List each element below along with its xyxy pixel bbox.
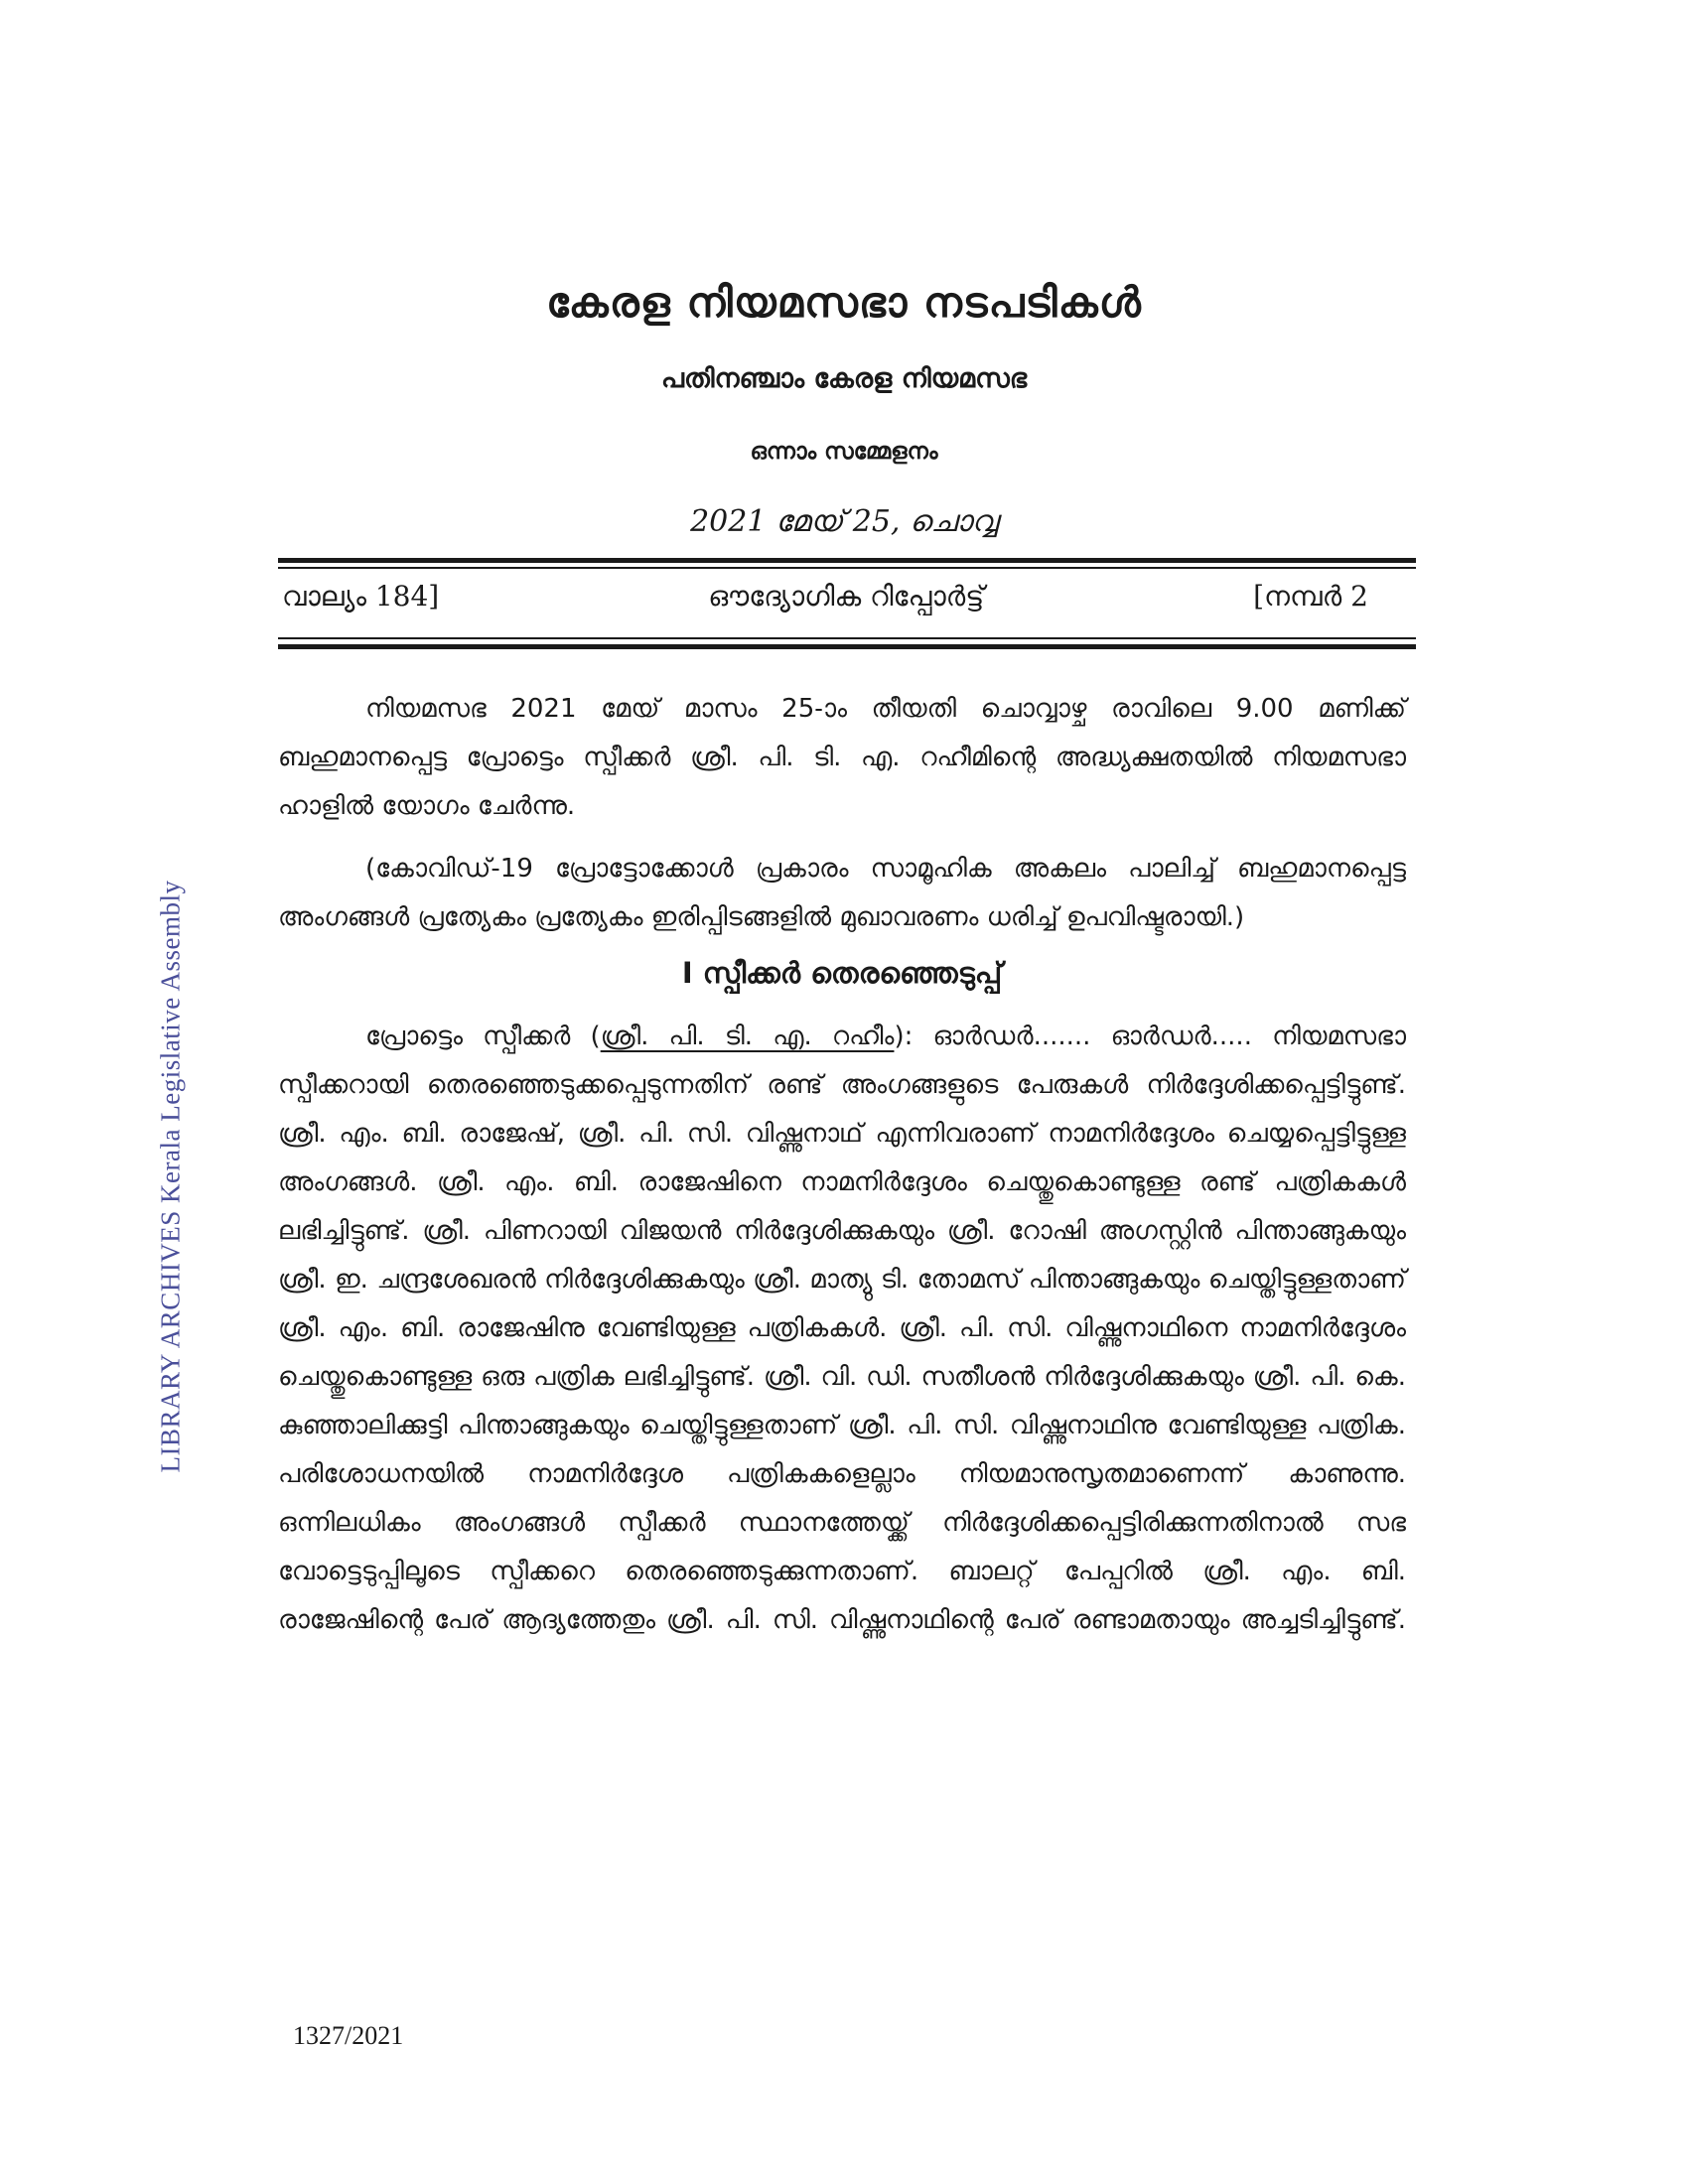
issue-number-label: [നമ്പർ 2 [1253, 580, 1368, 613]
assembly-name: പതിനഞ്ചാം കേരള നിയമസഭ [660, 363, 1028, 394]
masthead-row [282, 580, 1368, 614]
report-body [278, 685, 1406, 1659]
speaker-role-lead: പ്രോട്ടെം സ്പീക്കർ ( [365, 1022, 601, 1051]
speaker-name: ശ്രീ. പി. ടി. എ. റഹീം [600, 1022, 895, 1051]
bottom-rule-thick [278, 644, 1416, 649]
session-name: ഒന്നാം സമ്മേളനം [750, 439, 938, 465]
document-number: 1327/2021 [293, 2021, 404, 2050]
bottom-rule-thin [278, 637, 1416, 639]
volume-label: വാല്യം 184] [282, 580, 440, 613]
archive-watermark: LIBRARY ARCHIVES Kerala Legislative Assembly [155, 880, 186, 1473]
top-rule-thick [278, 558, 1416, 563]
masthead [278, 558, 1416, 649]
session-date: 2021 മേയ് 25, ചൊവ്വ [690, 504, 998, 539]
page-title: കേരള നിയമസഭാ നടപടികൾ [546, 278, 1142, 327]
speaker-election-paragraph [278, 1013, 1406, 1645]
report-label: ഔദ്യോഗിക റിപ്പോർട്ട് [708, 580, 985, 613]
opening-paragraph: നിയമസഭ 2021 മേയ് മാസം 25-ാം തീയതി ചൊവ്വാഴ്ച രാവിലെ 9.00 മണിക്ക് ബഹുമാനപ്പെട്ട പ്രോട്ടെം സ്പീക്കർ ശ്രീ. പി. ടി. എ. റഹീമിന്റെ അദ്ധ്യക്ഷതയിൽ നിയമസഭാ ഹാളിൽ യോഗം ചേർന്നു. [278, 694, 1406, 821]
covid-protocol-paragraph: (കോവിഡ്-19 പ്രോട്ടോക്കോൾ പ്രകാരം സാമൂഹിക അകലം പാലിച്ച് ബഹുമാനപ്പെട്ട അംഗങ്ങൾ പ്രത്യേകം പ്രത്യേകം ഇരിപ്പിടങ്ങളിൽ മുഖാവരണം ധരിച്ച് ഉപവിഷ്ടരായി.) [278, 854, 1406, 932]
speaker-statement: ): ഓർഡർ....... ഓർഡർ..... നിയമസഭാ സ്പീക്കറായി തെരഞ്ഞെടുക്കപ്പെടുന്നതിന് രണ്ട് അംഗങ്ങളുടെ പേരുകൾ നിർദ്ദേശിക്കപ്പെട്ടിട്ടുണ്ട്. ശ്രീ. എം. ബി. രാജേഷ്, ശ്രീ. പി. സി. വിഷ്ണുനാഥ് എന്നിവരാണ് നാമനിർദ്ദേശം ചെയ്യപ്പെട്ടിട്ടുള്ള അംഗങ്ങൾ. ശ്രീ. എം. ബി. രാജേഷിനെ നാമനിർദ്ദേശം ചെയ്തുകൊണ്ടുള്ള രണ്ട് പത്രികകൾ ലഭിച്ചിട്ടുണ്ട്. ശ്രീ. പിണറായി വിജയൻ നിർദ്ദേശിക്കുകയും ശ്രീ. റോഷി അഗസ്റ്റിൻ പിന്താങ്ങുകയും ശ്രീ. ഇ. ചന്ദ്രശേഖരൻ നിർദ്ദേശിക്കുകയും ശ്രീ. മാത്യു ടി. തോമസ് പിന്താങ്ങുകയും ചെയ്തിട്ടുള്ളതാണ് ശ്രീ. എം. ബി. രാജേഷിനു വേണ്ടിയുള്ള പത്രികകൾ. ശ്രീ. പി. സി. വിഷ്ണുനാഥിനെ നാമനിർദ്ദേശം ചെയ്തുകൊണ്ടുള്ള ഒരു പത്രിക ലഭിച്ചിട്ടുണ്ട്. ശ്രീ. വി. ഡി. സതീശൻ നിർദ്ദേശിക്കുകയും ശ്രീ. പി. കെ. കുഞ്ഞാലിക്കുട്ടി പിന്താങ്ങുകയും ചെയ്തിട്ടുള്ളതാണ് ശ്രീ. പി. സി. വിഷ്ണുനാഥിനു വേണ്ടിയുള്ള പത്രിക. പരിശോധനയിൽ നാമനിർദ്ദേശ പത്രികകളെല്ലാം നിയമാനുസൃതമാണെന്ന് കാണുന്നു. ഒന്നിലധികം അംഗങ്ങൾ സ്പീക്കർ സ്ഥാനത്തേയ്ക്ക് നിർദ്ദേശിക്കപ്പെട്ടിരിക്കുന്നതിനാൽ സഭ വോട്ടെടുപ്പിലൂടെ സ്പീക്കറെ തെരഞ്ഞെടുക്കുന്നതാണ്. ബാലറ്റ് പേപ്പറിൽ ശ്രീ. എം. ബി. രാജേഷിന്റെ പേര് ആദ്യത്തേതും ശ്രീ. പി. സി. വിഷ്ണുനാഥിന്റെ പേര് രണ്ടാമതായും അച്ചടിച്ചിട്ടുണ്ട്. [278, 1022, 1406, 1635]
top-rule-thin [278, 567, 1416, 569]
section-heading: I സ്പീക്കർ തെരഞ്ഞെടുപ്പ് [681, 956, 1003, 990]
